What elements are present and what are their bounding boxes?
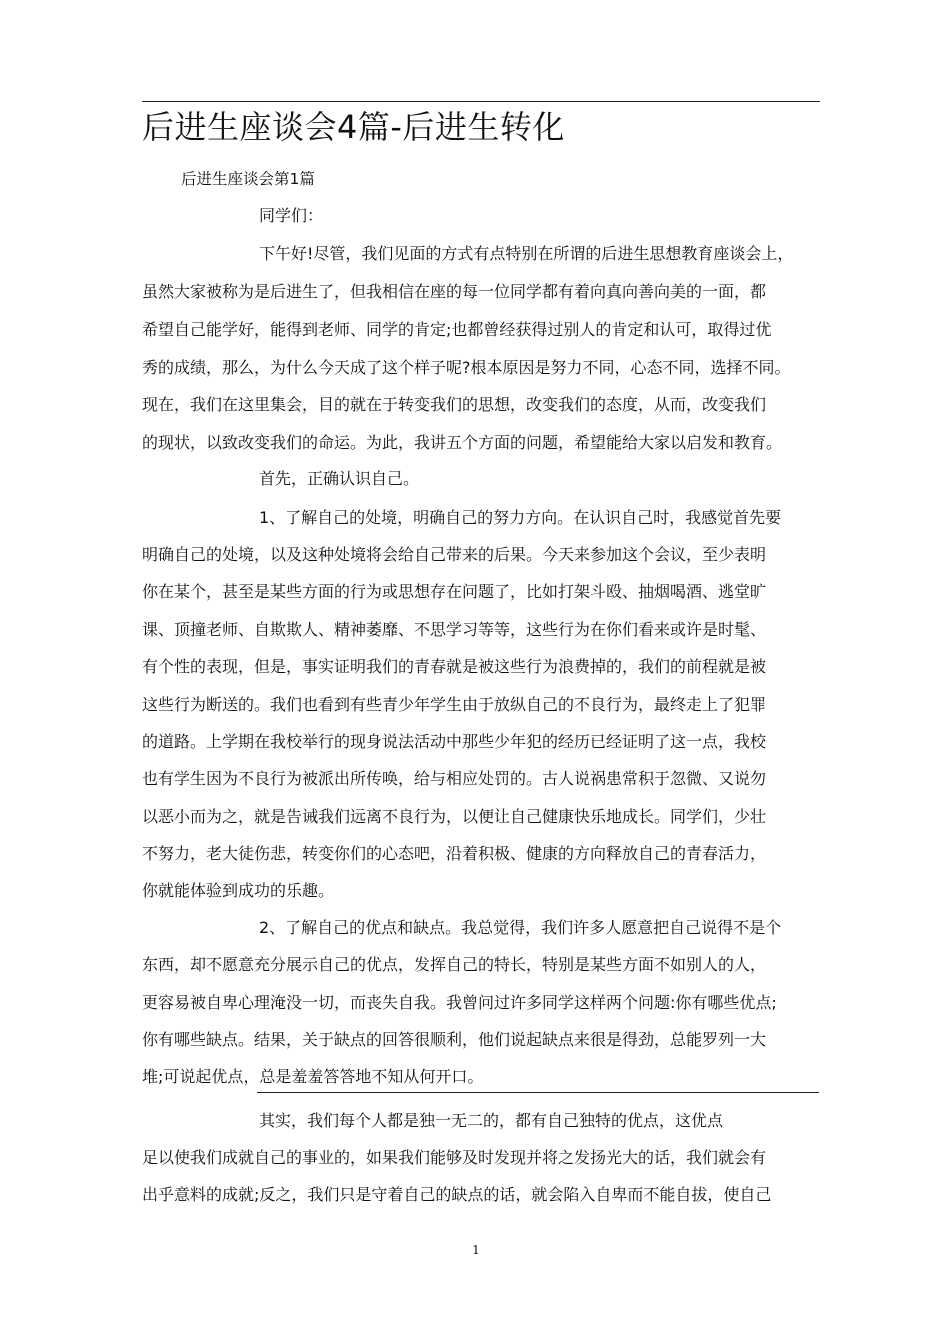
paragraph-line: 以恶小而为之，就是告诫我们远离不良行为，以便让自己健康快乐地成长。同学们，少壮 — [142, 807, 767, 826]
paragraph-heading-line: 首先，正确认识自己。 — [259, 469, 420, 488]
salutation-line: 同学们： — [259, 206, 324, 225]
paragraph-line: 课、顶撞老师、自欺欺人、精神萎靡、不思学习等等，这些行为在你们看来或许是时髦、 — [142, 620, 767, 639]
paragraph-line: 你在某个，甚至是某些方面的行为或思想存在问题了，比如打架斗殴、抽烟喝酒、逃堂旷 — [142, 582, 767, 601]
page-number: 1 — [472, 1243, 480, 1257]
paragraph-line: 秀的成绩，那么，为什么今天成了这个样子呢?根本原因是努力不同，心态不同，选择不同。 — [142, 358, 791, 377]
paragraph-line: 也有学生因为不良行为被派出所传唤，给与相应处罚的。古人说祸患常积于忽微、又说勿 — [142, 769, 767, 788]
paragraph-line: 堆;可说起优点，总是羞羞答答地不知从何开口。 — [142, 1067, 484, 1086]
paragraph-line: 东西，却不愿意充分展示自己的优点，发挥自己的特长，特别是某些方面不如别人的人， — [142, 955, 767, 974]
paragraph-line: 下午好!尽管，我们见面的方式有点特别在所谓的后进生思想教育座谈会上， — [259, 244, 794, 263]
paragraph-line: 你就能体验到成功的乐趣。 — [142, 881, 335, 900]
paragraph-line: 虽然大家被称为是后进生了，但我相信在座的每一位同学都有着向真向善向美的一面，都 — [142, 282, 767, 301]
paragraph-line: 足以使我们成就自己的事业的，如果我们能够及时发现并将之发扬光大的话，我们就会有 — [142, 1148, 767, 1167]
paragraph-line: 不努力，老大徒伤悲，转变你们的心态吧，沿着积极、健康的方向释放自己的青春活力， — [142, 844, 767, 863]
paragraph-line: 明确自己的处境，以及这种处境将会给自己带来的后果。今天来参加这个会议，至少表明 — [142, 545, 767, 564]
header-rule — [142, 101, 820, 102]
paragraph-line: 你有哪些缺点。结果，关于缺点的回答很顺利，他们说起缺点来很是得劲，总能罗列一大 — [142, 1030, 767, 1049]
paragraph-line: 现在，我们在这里集会，目的就在于转变我们的思想，改变我们的态度，从而，改变我们 — [142, 395, 767, 414]
paragraph-line: 其实，我们每个人都是独一无二的，都有自己独特的优点，这优点 — [259, 1111, 724, 1130]
paragraph-line: 出乎意料的成就;反之，我们只是守着自己的缺点的话，就会陷入自卑而不能自拔，使自己 — [142, 1185, 772, 1204]
paragraph-line: 2、了解自己的优点和缺点。我总觉得，我们许多人愿意把自己说得不是个 — [259, 918, 782, 937]
paragraph-line: 更容易被自卑心理淹没一切，而丧失自我。我曾问过许多同学这样两个问题:你有哪些优点; — [142, 993, 777, 1012]
paragraph-line: 这些行为断送的。我们也看到有些青少年学生由于放纵自己的不良行为，最终走上了犯罪 — [142, 695, 767, 714]
section-heading: 后进生座谈会第1篇 — [181, 170, 315, 188]
document-title: 后进生座谈会4篇-后进生转化 — [142, 108, 565, 146]
paragraph-line: 希望自己能学好，能得到老师、同学的肯定;也都曾经获得过别人的肯定和认可，取得过优 — [142, 320, 772, 339]
paragraph-line: 有个性的表现，但是，事实证明我们的青春就是被这些行为浪费掉的，我们的前程就是被 — [142, 657, 767, 676]
paragraph-line: 1、了解自己的处境，明确自己的努力方向。在认识自己时，我感觉首先要 — [259, 508, 782, 527]
paragraph-line: 的现状，以致改变我们的命运。为此，我讲五个方面的问题，希望能给大家以启发和教育。 — [142, 433, 783, 452]
section-divider — [257, 1092, 819, 1093]
paragraph-line: 的道路。上学期在我校举行的现身说法活动中那些少年犯的经历已经证明了这一点，我校 — [142, 732, 767, 751]
